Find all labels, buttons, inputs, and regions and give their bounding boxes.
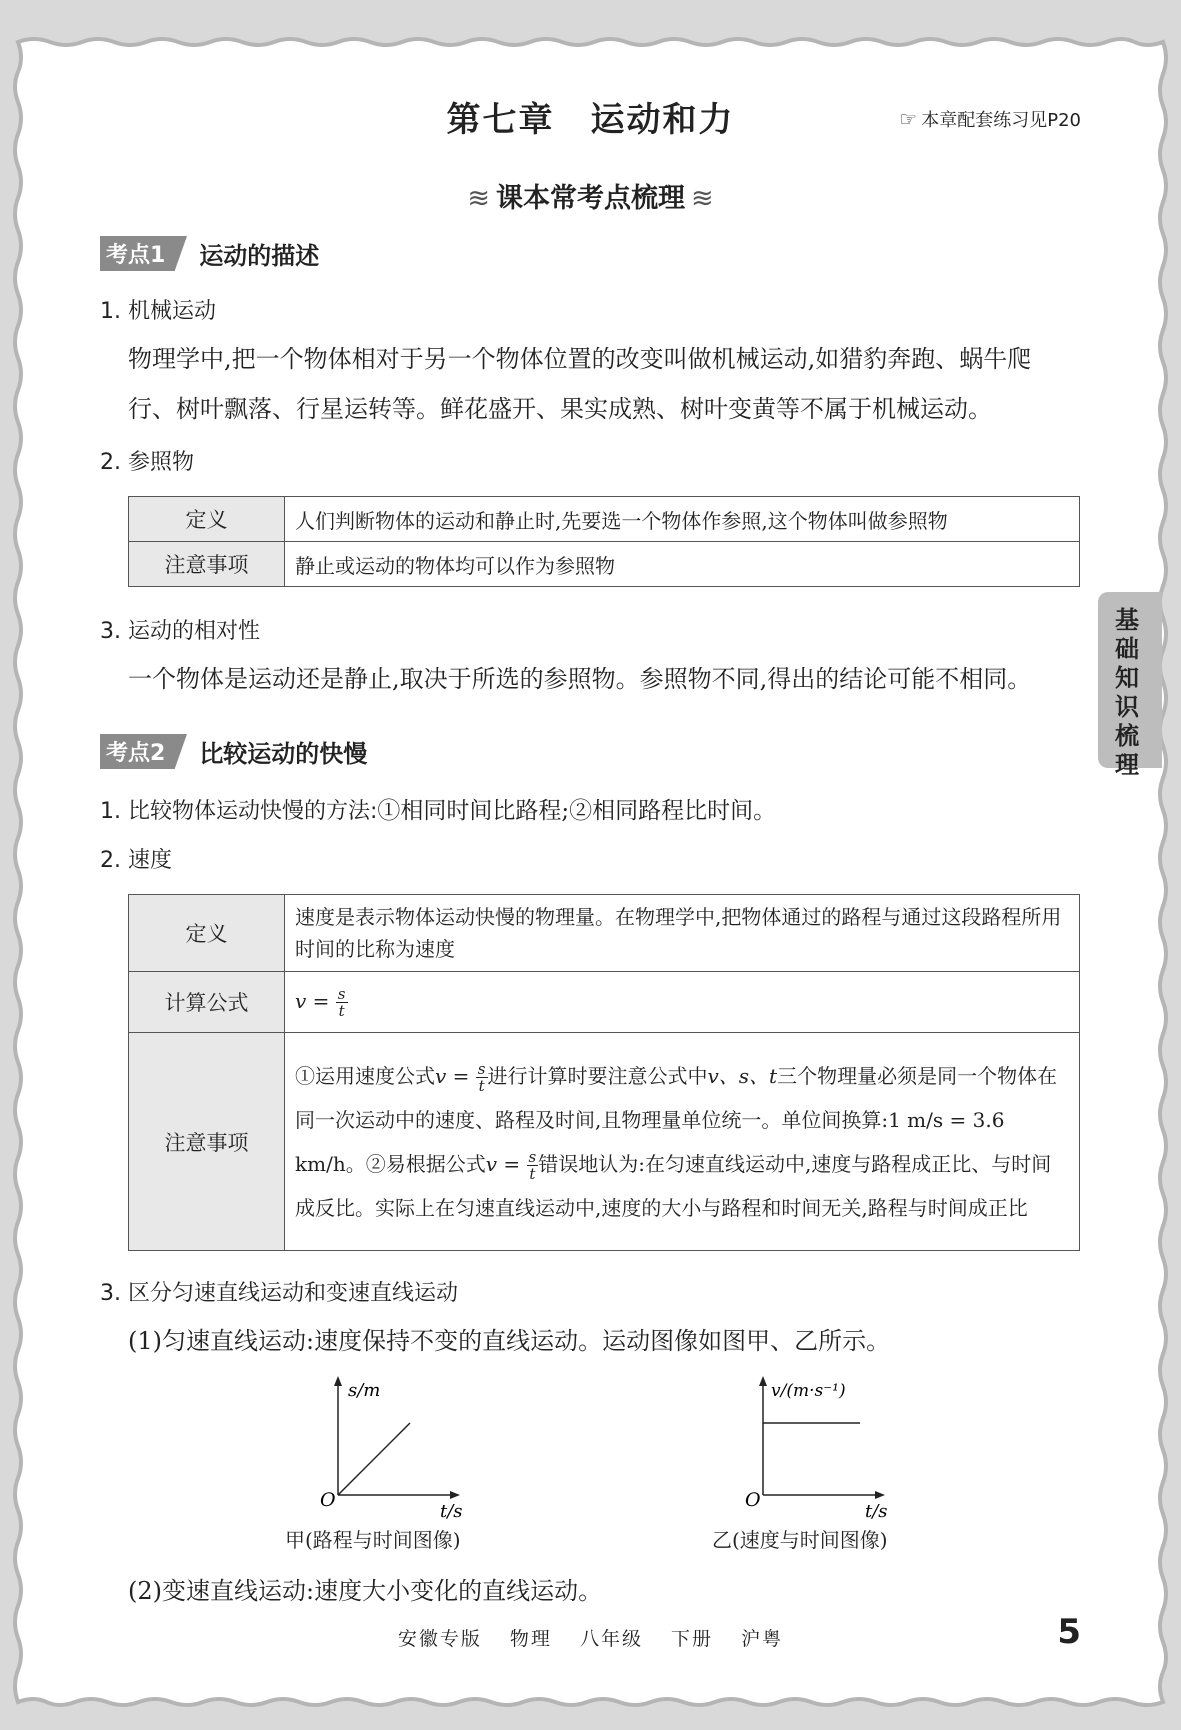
y-axis-arrow-icon [334,1376,342,1386]
note-formula-2-numerator: s [528,1147,537,1166]
y-axis-arrow-icon [759,1376,767,1386]
footer-edition: 安徽专版 [397,1628,482,1650]
speed-time-graph [725,1370,945,1520]
side-chapter-tab[interactable] [1098,592,1162,779]
speed-heading: 2. 速度 [100,848,172,873]
note-formula-2-fraction [527,1149,539,1182]
mechanical-motion-text [128,334,1083,434]
note-part-b: 进行计算时要注意公式中 [487,1063,708,1088]
speed-definition-text: 速度是表示物体运动快慢的物理量。在物理学中,把物体通过的路程与通过这段路程所用时间的比称为速度 [285,895,1080,972]
footer-subject: 物理 [509,1628,552,1650]
x-axis-arrow-icon [450,1491,460,1499]
compare-method-line [100,792,776,825]
definition-text: 人们判断物体的运动和静止时,先要选一个物体作参照,这个物体叫做参照物 [285,497,1080,542]
origin-label: O [320,1489,336,1511]
pointing-hand-icon: ☞ [899,107,918,131]
formula-numerator: s [337,984,346,1003]
x-axis-label: t/s [865,1501,888,1520]
speed-notes-label: 注意事项 [129,1033,285,1251]
kaodian-1-title: 运动的描述 [199,242,320,270]
table-row [129,895,1080,972]
distance-line [338,1423,410,1495]
mechanical-motion-line-2: 行、树叶飘落、行星运转等。鲜花盛开、果实成熟、树叶变黄等不属于机械运动。 [128,395,992,423]
relativity-heading: 3. 运动的相对性 [100,619,260,644]
page-number: 5 [1057,1612,1081,1652]
uniform-motion-text: (1)匀速直线运动:速度保持不变的直线运动。运动图像如图甲、乙所示。 [128,1327,891,1355]
note-formula-1-denominator: t [478,1076,485,1095]
table-row [129,542,1080,587]
reference-object-table [128,496,1080,587]
speed-time-caption: 乙(速度与时间图像) [712,1528,888,1552]
section-title: 课本常考点梳理 [496,183,685,214]
exercise-reference-text: 本章配套练习见P20 [921,110,1081,131]
note-formula-2-v: v [485,1151,498,1176]
kaodian-1-heading [100,236,319,271]
note-formula-2-eq: = [497,1151,527,1176]
distance-time-graph [300,1370,520,1520]
footer-grade: 八年级 [579,1628,643,1650]
exercise-reference [899,106,1081,132]
note-vars: v、s、t [707,1063,778,1088]
table-row [129,972,1080,1033]
formula-cell [285,972,1080,1033]
relativity-text: 一个物体是运动还是静止,取决于所选的参照物。参照物不同,得出的结论可能不相同。 [128,665,1032,693]
y-axis-label: s/m [348,1380,381,1401]
footer [0,1624,1181,1651]
note-formula-2-denominator: t [529,1164,536,1183]
compare-method-text: ①相同时间比路程;②相同路程比时间。 [377,798,777,824]
formula-denominator: t [338,1001,345,1020]
speed-table [128,894,1080,1251]
distance-time-caption: 甲(路程与时间图像) [285,1528,461,1552]
formula-v: v [295,988,307,1013]
x-axis-arrow-icon [875,1491,885,1499]
table-row [129,497,1080,542]
footer-volume: 下册 [671,1628,714,1650]
formula-label: 计算公式 [129,972,285,1033]
note-formula-1-numerator: s [477,1059,486,1078]
uniform-variable-heading: 3. 区分匀速直线运动和变速直线运动 [100,1281,458,1306]
note-formula-1-v: v [435,1063,447,1088]
note-formula-1-eq: = [446,1063,476,1088]
mechanical-motion-line-1: 物理学中,把一个物体相对于另一个物体位置的改变叫做机械运动,如猎豹奔跑、蜗牛爬 [128,345,1032,373]
kaodian-2-heading [100,734,367,769]
notes-text: 静止或运动的物体均可以作为参照物 [285,542,1080,587]
kaodian-1-tag: 考点1 [100,236,175,271]
table-row [129,1033,1080,1251]
mechanical-motion-heading: 1. 机械运动 [100,299,216,324]
note-part-a: ①运用速度公式 [295,1063,435,1088]
kaodian-2-tag: 考点2 [100,734,175,769]
variable-motion-text: (2)变速直线运动:速度大小变化的直线运动。 [128,1577,603,1605]
footer-publisher: 沪粤 [741,1628,784,1650]
wave-left-icon: ≋ [467,183,490,214]
speed-notes-text [285,1033,1080,1251]
compare-method-heading: 1. 比较物体运动快慢的方法: [100,799,378,824]
wave-right-icon: ≋ [691,183,714,214]
chapter-name: 运动和力 [590,100,735,140]
formula-eq: = [306,988,336,1013]
y-axis-label: v/(m·s⁻¹) [771,1381,846,1401]
notes-label: 注意事项 [129,542,285,587]
speed-definition-label: 定义 [129,895,285,972]
reference-object-heading: 2. 参照物 [100,450,194,475]
x-axis-label: t/s [440,1501,463,1520]
definition-label: 定义 [129,497,285,542]
chapter-number: 第七章 [446,100,555,140]
origin-label: O [745,1489,761,1511]
note-part-c: 三个物理量必须是同一个物体在同一次运动中的速度、路程及时间,且物理量单位统一。单位间换算:1 m/s = 3.6 km/h。②易根据公式 [295,1063,1058,1176]
note-part-d: 错误地认为:在匀速直线运动中,速度与路程成正比、与时间成反比。实际上在匀速直线运动中,速度的大小与路程和时间无关,路程与时间成正比 [295,1151,1052,1220]
note-formula-1-fraction [476,1061,488,1094]
formula-fraction [336,986,348,1019]
kaodian-2-title: 比较运动的快慢 [199,740,368,768]
section-banner [0,176,1181,215]
side-tab-label: 基础知识梳理 [1115,606,1139,779]
